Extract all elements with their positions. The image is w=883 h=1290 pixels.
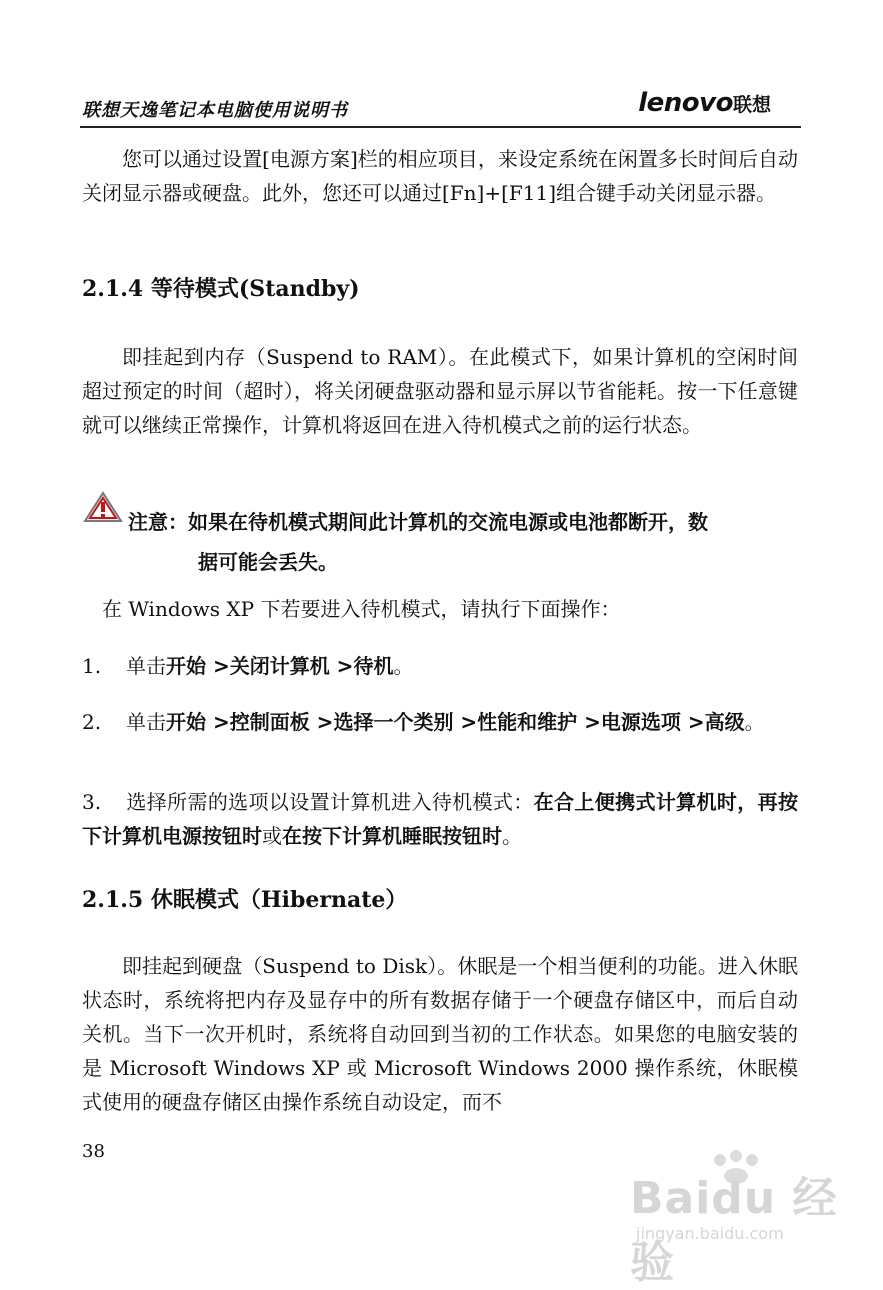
- baidu-watermark: [620, 1150, 860, 1288]
- header-divider: [80, 126, 801, 128]
- watermark-logo: Baidu 经验: [630, 1173, 838, 1288]
- step-bold-text: 在合上便携式计算机时，再按下计算机电源按钮时: [82, 790, 799, 848]
- section-heading-standby: 2.1.4 等待模式(Standby): [82, 276, 360, 302]
- step-number: 3.: [82, 790, 102, 814]
- step-bold-text: 开始 >控制面板 >选择一个类别 >性能和维护 >电源选项 >高级: [166, 710, 745, 734]
- warning-icon: [82, 490, 124, 524]
- step-bold-text: 在按下计算机睡眠按钮时: [282, 824, 502, 848]
- step-text: 选择所需的选项以设置计算机进入待机模式：: [126, 790, 534, 814]
- document-title: 联想天逸笔记本电脑使用说明书: [82, 100, 348, 121]
- section-heading-hibernate: 2.1.5 休眠模式（Hibernate）: [82, 887, 408, 913]
- step-text: 。: [393, 654, 414, 678]
- step-text: 单击: [126, 654, 166, 678]
- logo-cn-text: 联想: [732, 94, 771, 116]
- lenovo-logo: [638, 88, 771, 118]
- step-text: 。: [502, 824, 522, 848]
- standby-paragraph: 即挂起到内存（Suspend to RAM）。在此模式下，如果计算机的空闲时间超过预定的时间（超时），将关闭硬盘驱动器和显示屏以节省能耗。按一下任意键就可以继续正常操作，计算机将返回在进入待机模式之前的运行状态。: [82, 345, 798, 437]
- step-text: 或: [262, 824, 282, 848]
- step-2: [82, 705, 798, 739]
- warning-note-line2: 据可能会丢失。: [198, 550, 338, 574]
- step-bold-text: 开始 >关闭计算机 >待机: [166, 654, 394, 678]
- xp-intro-text: 在 Windows XP 下若要进入待机模式，请执行下面操作：: [102, 597, 621, 621]
- watermark-url: jingyan.baidu.com: [636, 1224, 784, 1243]
- step-1: [82, 649, 798, 683]
- step-text: 单击: [126, 710, 166, 734]
- intro-paragraph: 您可以通过设置[电源方案]栏的相应项目，来设定系统在闲置多长时间后自动关闭显示器或硬盘。此外，您还可以通过[Fn]+[F11]组合键手动关闭显示器。: [82, 147, 798, 205]
- page-number: 38: [82, 1141, 105, 1162]
- logo-text: lenovo: [638, 88, 733, 118]
- hibernate-paragraph: 即挂起到硬盘（Suspend to Disk）。休眠是一个相当便利的功能。进入休眠状态时，系统将把内存及显存中的所有数据存储于一个硬盘存储区中，而后自动关机。当下一次开机时，系统将自动回到当初的工作状态。如果您的电脑安装的是 Microsoft Windows XP 或 Microsoft Windows 2000 操作系统，休眠模式使用的硬盘存储区由操作系统自动设定，而不: [82, 954, 798, 1114]
- warning-note-line1: 注意：如果在待机模式期间此计算机的交流电源或电池都断开，数: [128, 510, 708, 534]
- step-text: 。: [744, 710, 765, 734]
- step-number: 1.: [82, 654, 102, 678]
- step-3: [82, 785, 798, 853]
- step-number: 2.: [82, 710, 102, 734]
